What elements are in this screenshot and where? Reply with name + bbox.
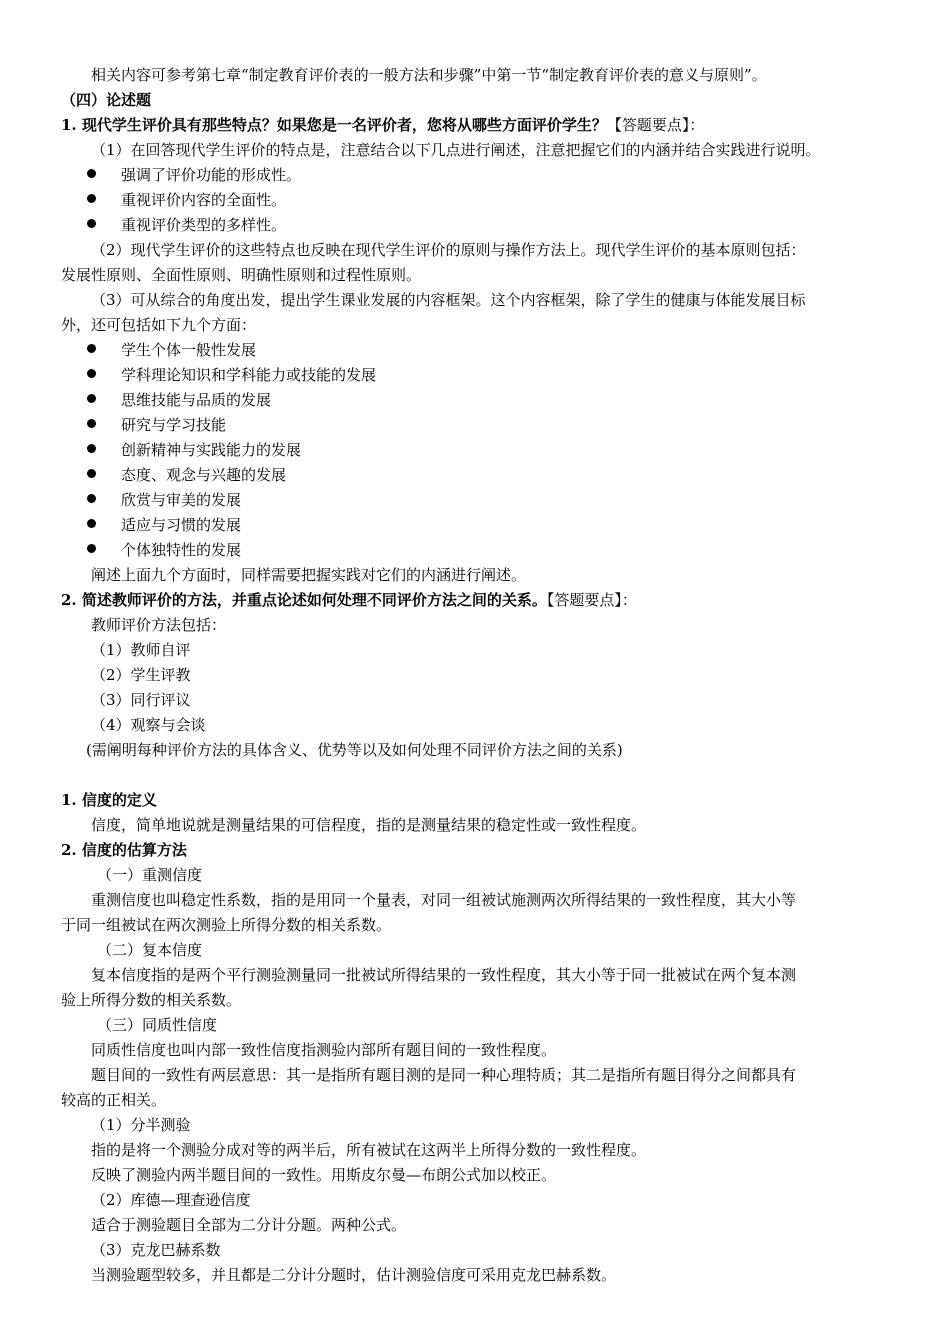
list-item: 个体独特性的发展 <box>121 541 242 559</box>
bullet-icon <box>87 219 96 228</box>
subsection-heading: （二）复本信度 <box>97 941 203 959</box>
bullet-icon <box>87 469 96 478</box>
paragraph: 题目间的一致性有两层意思：其一是指所有题目测的是同一种心理特质；其二是指所有题目得分之间都具有 <box>91 1066 797 1084</box>
bullet-icon <box>87 419 96 428</box>
paragraph: 重测信度也叫稳定性系数，指的是用同一个量表，对同一组被试施测两次所得结果的一致性程度，其大小等 <box>91 891 797 909</box>
section-heading: （四）论述题 <box>61 91 152 109</box>
list-item: 欣赏与审美的发展 <box>121 491 242 509</box>
paragraph: 当测验题型较多，并且都是二分计分题时，估计测验信度可采用克龙巴赫系数。 <box>91 1266 617 1284</box>
list-item: 学生个体一般性发展 <box>121 341 257 359</box>
paragraph: 复本信度指的是两个平行测验测量同一批被试所得结果的一致性程度，其大小等于同一批被试在两个复本测 <box>91 966 797 984</box>
note: (需阐明每种评价方法的具体含义、优势等以及如何处理不同评价方法之间的关系) <box>86 741 623 759</box>
question-2-text: 2. 简述教师评价的方法，并重点论述如何处理不同评价方法之间的关系。 <box>61 591 547 609</box>
list-item: 适应与习惯的发展 <box>121 516 242 534</box>
paragraph: 同质性信度也叫内部一致性信度指测验内部所有题目间的一致性程度。 <box>91 1041 557 1059</box>
list-item: 态度、观念与兴趣的发展 <box>121 466 287 484</box>
list-item: 重视评价类型的多样性。 <box>121 216 287 234</box>
paragraph: 适合于测验题目全部为二分计分题。两种公式。 <box>91 1216 407 1234</box>
question-2-title <box>61 590 637 610</box>
paragraph: 较高的正相关。 <box>61 1091 167 1109</box>
bullet-icon <box>87 494 96 503</box>
subsection-heading: （1）分半测验 <box>91 1116 191 1134</box>
list-item: （3）同行评议 <box>91 691 191 709</box>
reliability-definition-title: 1. 信度的定义 <box>61 791 157 809</box>
paragraph: 反映了测验内两半题目间的一致性。用斯皮尔曼—布朗公式加以校正。 <box>91 1166 557 1184</box>
bullet-icon <box>87 194 96 203</box>
subsection-heading: （三）同质性信度 <box>97 1016 218 1034</box>
bullet-icon <box>87 344 96 353</box>
list-item: 研究与学习技能 <box>121 416 227 434</box>
question-1-title <box>61 115 704 135</box>
subsection-heading: （3）克龙巴赫系数 <box>91 1241 221 1259</box>
list-item: （1）教师自评 <box>91 641 191 659</box>
reference-line: 相关内容可参考第七章“制定教育评价表的一般方法和步骤”中第一节“制定教育评价表的意义与原则”。 <box>91 66 767 84</box>
reliability-estimation-title: 2. 信度的估算方法 <box>61 841 187 859</box>
paragraph: （3）可从综合的角度出发，提出学生课业发展的内容框架。这个内容框架，除了学生的健康与体能发展目标 <box>91 291 806 309</box>
answer-key-label: 【答题要点】： <box>546 591 637 609</box>
bullet-icon <box>87 519 96 528</box>
bullet-icon <box>87 369 96 378</box>
list-item: 重视评价内容的全面性。 <box>121 191 287 209</box>
list-item: 创新精神与实践能力的发展 <box>121 441 302 459</box>
question-1-text: 1. 现代学生评价具有那些特点？如果您是一名评价者，您将从哪些方面评价学生？ <box>61 116 607 134</box>
bullet-icon <box>87 394 96 403</box>
bullet-icon <box>87 444 96 453</box>
paragraph: 于同一组被试在两次测验上所得分数的相关系数。 <box>61 916 392 934</box>
bullet-icon <box>87 544 96 553</box>
subsection-heading: （2）库德—理查逊信度 <box>91 1191 251 1209</box>
subsection-heading: （一）重测信度 <box>97 866 203 884</box>
paragraph: 外，还可包括如下九个方面： <box>61 316 257 334</box>
list-item: （4）观察与会谈 <box>91 716 206 734</box>
paragraph: 指的是将一个测验分成对等的两半后，所有被试在这两半上所得分数的一致性程度。 <box>91 1141 647 1159</box>
bullet-icon <box>87 169 96 178</box>
list-item: 学科理论知识和学科能力或技能的发展 <box>121 366 377 384</box>
paragraph: 发展性原则、全面性原则、明确性原则和过程性原则。 <box>61 266 422 284</box>
list-item: （2）学生评教 <box>91 666 191 684</box>
paragraph: 阐述上面九个方面时，同样需要把握实践对它们的内涵进行阐述。 <box>91 566 527 584</box>
paragraph: （1）在回答现代学生评价的特点是，注意结合以下几点进行阐述，注意把握它们的内涵并结合实践进行说明。 <box>91 141 821 159</box>
list-item: 强调了评价功能的形成性。 <box>121 166 302 184</box>
paragraph: 教师评价方法包括： <box>91 616 227 634</box>
list-item: 思维技能与品质的发展 <box>121 391 272 409</box>
paragraph: 验上所得分数的相关系数。 <box>61 991 242 1009</box>
paragraph: （2）现代学生评价的这些特点也反映在现代学生评价的原则与操作方法上。现代学生评价的基本原则包括： <box>91 241 806 259</box>
answer-key-label: 【答题要点】： <box>606 116 705 134</box>
paragraph: 信度，简单地说就是测量结果的可信程度，指的是测量结果的稳定性或一致性程度。 <box>91 816 647 834</box>
